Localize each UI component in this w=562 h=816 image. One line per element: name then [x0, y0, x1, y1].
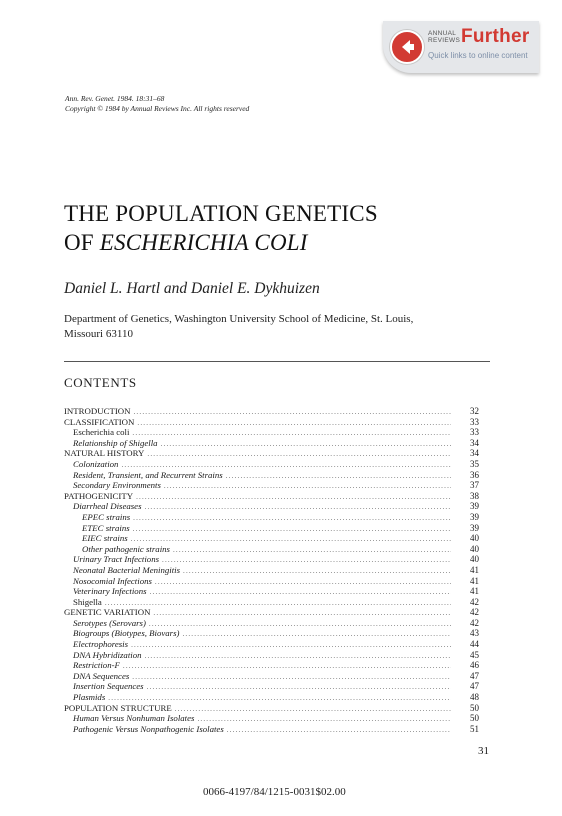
- toc-leader: [133, 524, 451, 534]
- toc-leader: [155, 577, 451, 587]
- toc-entry[interactable]: ETEC strains ..... 39: [64, 523, 490, 534]
- page-number: 31: [478, 745, 489, 757]
- toc-entry[interactable]: Veterinary Infections ..... 41: [64, 586, 490, 597]
- affiliation-line-2: Missouri 63110: [64, 328, 133, 340]
- toc-leader: [153, 608, 451, 618]
- toc-entry[interactable]: Serotypes (Serovars) ..... 42: [64, 618, 490, 629]
- badge-subtitle: Quick links to online content: [428, 51, 528, 60]
- title-line-1: THE POPULATION GENETICS: [64, 201, 378, 226]
- toc-leader: [145, 502, 451, 512]
- toc-leader: [133, 513, 451, 523]
- toc-leader: [136, 492, 451, 502]
- toc-entry[interactable]: Human Versus Nonhuman Isolates ..... 50: [64, 713, 490, 724]
- toc-entry[interactable]: Resident, Transient, and Recurrent Strains ..... 36: [64, 470, 490, 481]
- toc-leader: [227, 725, 451, 735]
- toc-entry[interactable]: Colonization ..... 35: [64, 459, 490, 470]
- toc-entry[interactable]: POPULATION STRUCTURE ..... 50: [64, 703, 490, 714]
- toc-entry[interactable]: PATHOGENICITY ..... 38: [64, 491, 490, 502]
- article-title: [64, 199, 378, 257]
- toc-entry[interactable]: Shigella ..... 42: [64, 597, 490, 608]
- toc-leader: [131, 640, 451, 650]
- toc-entry[interactable]: Urinary Tract Infections ..... 40: [64, 554, 490, 565]
- toc-entry[interactable]: Plasmids ..... 48: [64, 692, 490, 703]
- contents-heading: CONTENTS: [64, 375, 137, 390]
- toc-leader: [147, 449, 451, 459]
- toc-leader: [123, 661, 451, 671]
- toc-leader: [183, 566, 451, 576]
- affiliation-line-1: Department of Genetics, Washington University School of Medicine, St. Louis,: [64, 313, 414, 325]
- journal-citation: Ann. Rev. Genet. 1984. 18:31–68: [65, 94, 165, 103]
- toc-leader: [149, 619, 451, 629]
- table-of-contents: [64, 406, 490, 734]
- toc-leader: [226, 471, 451, 481]
- toc-entry[interactable]: Other pathogenic strains ..... 40: [64, 544, 490, 555]
- badge-annual-reviews-label: ANNUAL REVIEWS: [428, 30, 461, 44]
- toc-entry[interactable]: Pathogenic Versus Nonpathogenic Isolates ..... 51: [64, 724, 490, 735]
- toc-leader: [197, 714, 451, 724]
- annual-reviews-further-badge[interactable]: [383, 21, 539, 73]
- toc-leader: [173, 545, 451, 555]
- citation-block: [65, 94, 249, 114]
- toc-entry[interactable]: GENETIC VARIATION ..... 42: [64, 607, 490, 618]
- toc-entry[interactable]: Nosocomial Infections ..... 41: [64, 576, 490, 587]
- toc-leader: [147, 682, 451, 692]
- authors: Daniel L. Hartl and Daniel E. Dykhuizen: [64, 280, 320, 297]
- toc-entry[interactable]: NATURAL HISTORY ..... 34: [64, 448, 490, 459]
- toc-leader: [175, 704, 451, 714]
- toc-leader: [150, 587, 451, 597]
- toc-entry[interactable]: Diarrheal Diseases ..... 39: [64, 501, 490, 512]
- toc-leader: [132, 428, 451, 438]
- toc-entry[interactable]: Electrophoresis ..... 44: [64, 639, 490, 650]
- toc-leader: [164, 481, 451, 491]
- toc-entry[interactable]: INTRODUCTION ..... 32: [64, 406, 490, 417]
- toc-leader: [105, 598, 451, 608]
- badge-further-label: Further: [461, 26, 530, 47]
- toc-leader: [161, 439, 451, 449]
- toc-entry[interactable]: Escherichia coli ..... 33: [64, 427, 490, 438]
- copyright-line: Copyright © 1984 by Annual Reviews Inc. All rights reserved: [65, 104, 250, 113]
- toc-entry[interactable]: EPEC strains ..... 39: [64, 512, 490, 523]
- toc-entry[interactable]: Restriction-F ..... 46: [64, 660, 490, 671]
- further-arrow-icon: [390, 30, 424, 64]
- toc-entry[interactable]: CLASSIFICATION ..... 33: [64, 417, 490, 428]
- toc-entry[interactable]: Insertion Sequences ..... 47: [64, 681, 490, 692]
- toc-entry[interactable]: Biogroups (Biotypes, Biovars) ..... 43: [64, 628, 490, 639]
- toc-entry[interactable]: DNA Sequences ..... 47: [64, 671, 490, 682]
- toc-leader: [132, 672, 451, 682]
- toc-entry[interactable]: Secondary Environments ..... 37: [64, 480, 490, 491]
- toc-leader: [182, 629, 451, 639]
- affiliation: [64, 312, 494, 342]
- toc-leader: [133, 407, 451, 417]
- toc-leader: [108, 693, 451, 703]
- toc-leader: [131, 534, 451, 544]
- toc-entry[interactable]: EIEC strains ..... 40: [64, 533, 490, 544]
- toc-entry[interactable]: DNA Hybridization ..... 45: [64, 650, 490, 661]
- toc-entry[interactable]: Neonatal Bacterial Meningitis ..... 41: [64, 565, 490, 576]
- toc-leader: [145, 651, 451, 661]
- toc-leader: [137, 418, 451, 428]
- toc-leader: [121, 460, 451, 470]
- title-line-2-italic: ESCHERICHIA COLI: [99, 230, 308, 255]
- title-line-2-prefix: OF: [64, 230, 100, 255]
- horizontal-divider: [64, 361, 490, 362]
- footer-code: 0066-4197/84/1215-0031$02.00: [203, 786, 346, 798]
- toc-entry[interactable]: Relationship of Shigella ..... 34: [64, 438, 490, 449]
- toc-leader: [162, 555, 451, 565]
